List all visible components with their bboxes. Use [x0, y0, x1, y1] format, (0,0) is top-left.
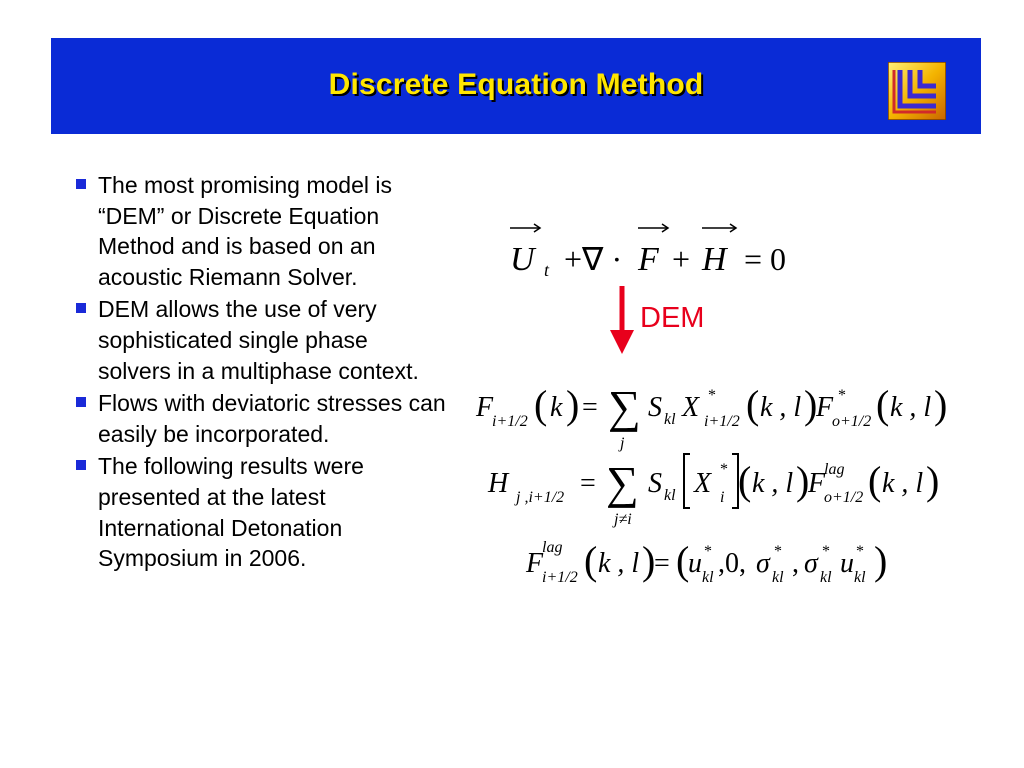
eq2-star: * [708, 387, 716, 404]
bullet-list [76, 170, 446, 576]
eq2-lparen2: ( [746, 382, 760, 427]
eq1-F: F [638, 241, 659, 278]
bullet-item [76, 451, 446, 573]
equation-conservation [500, 210, 820, 290]
eq3-rparen2: ) [926, 458, 940, 503]
eq2-rparen3: ) [934, 382, 948, 427]
eq2-F-sub: i+1/2 [492, 413, 528, 430]
eq4-F: F [526, 548, 544, 579]
eq3-H-sub: j ,i+1/2 [516, 489, 565, 506]
eq2-k: k [550, 392, 563, 423]
eq4-star1: * [704, 543, 712, 560]
eq2-rparen: ) [566, 382, 580, 427]
eq3-kl2: k , l [882, 468, 924, 499]
eq4-star3: * [822, 543, 830, 560]
eq4-lparen: ( [584, 538, 598, 583]
llnl-logo-icon [888, 62, 946, 120]
eq2-F2: F [816, 392, 834, 423]
eq2-X-sub: i+1/2 [704, 413, 740, 430]
eq3-F: F [808, 468, 826, 499]
bullet-text: The most promising model is “DEM” or Discrete Equation Method and is based on an acoustic Riemann Solver. [98, 172, 392, 290]
eq3-lparen: ( [738, 458, 752, 503]
eq1-U: U [510, 241, 535, 278]
eq3-F-sup: lag [824, 461, 845, 478]
title-bar [51, 38, 981, 134]
eq3-H: H [488, 468, 509, 499]
eq4-sigma2: σ [804, 548, 818, 579]
eq4-sigma-sub: kl [772, 569, 784, 586]
eq2-lparen: ( [534, 382, 548, 427]
eq4-kl: k , l [598, 548, 640, 579]
eq3-X-sub: i [720, 489, 725, 506]
eq4-star4: * [856, 543, 864, 560]
eq4-rparen2: ) [874, 538, 888, 583]
dem-label: DEM [640, 302, 705, 334]
bullet-item [76, 170, 446, 292]
eq2-F: F [476, 392, 494, 423]
eq1-t: t [544, 260, 550, 280]
equation-h-term [484, 452, 944, 536]
eq2-lparen3: ( [876, 382, 890, 427]
eq1-plus: + [672, 241, 691, 277]
eq2-S-sub: kl [664, 411, 676, 428]
eq4-star2: * [774, 543, 782, 560]
eq3-F-sub: o+1/2 [824, 489, 864, 506]
eq4-sigma: σ [756, 548, 770, 579]
eq4-u2-sub: kl [854, 569, 866, 586]
eq2-X: X [682, 392, 700, 423]
equation-flux [470, 378, 960, 460]
bullet-marker [76, 397, 86, 407]
eq4-u-sub: kl [702, 569, 714, 586]
eq4-rparen: ) [642, 538, 656, 583]
eq3-kl: k , l [752, 468, 794, 499]
eq2-sum: ∑ [608, 381, 641, 432]
eq2-rparen2: ) [804, 382, 818, 427]
eq4-equals: = [654, 548, 670, 579]
eq3-star: * [720, 461, 728, 478]
eq4-F-sup: lag [542, 539, 563, 556]
eq3-X: X [694, 468, 712, 499]
eq3-sum: ∑ [606, 457, 639, 508]
slide-title: Discrete Equation Method [328, 68, 704, 101]
eq2-sum-sub: j [620, 435, 625, 452]
eq2-S: S [648, 392, 662, 423]
eq4-sigma2-sub: kl [820, 569, 832, 586]
eq2-star2: * [838, 387, 846, 404]
bullet-text: Flows with deviatoric stresses can easily be incorporated. [98, 390, 446, 447]
eq3-S-sub: kl [664, 487, 676, 504]
eq3-S: S [648, 468, 662, 499]
eq3-lparen2: ( [868, 458, 882, 503]
eq2-F2-sub: o+1/2 [832, 413, 872, 430]
eq4-zero: ,0, [718, 548, 746, 579]
eq4-u2: u [840, 548, 854, 579]
bullet-item [76, 388, 446, 449]
eq1-plus-nabla: +∇ · [564, 241, 623, 277]
eq4-u: u [688, 548, 702, 579]
equation-lag-flux [522, 530, 902, 594]
down-arrow-icon [608, 286, 636, 356]
eq3-sum-sub: j≠i [614, 511, 632, 528]
bullet-item [76, 294, 446, 386]
eq1-H: H [702, 241, 727, 278]
eq2-equals: = [582, 392, 598, 423]
eq2-kl2: k , l [890, 392, 932, 423]
eq1-equals-zero: = 0 [744, 241, 787, 277]
bullet-text: The following results were presented at the latest International Detonation Symposium in 2006. [98, 453, 364, 572]
eq4-lparen2: ( [676, 538, 690, 583]
eq3-rparen: ) [796, 458, 810, 503]
eq4-comma: , [792, 548, 799, 579]
bullet-marker [76, 179, 86, 189]
bullet-marker [76, 460, 86, 470]
eq4-F-sub: i+1/2 [542, 569, 578, 586]
bullet-text: DEM allows the use of very sophisticated single phase solvers in a multiphase context. [98, 296, 419, 384]
bullet-marker [76, 303, 86, 313]
eq3-equals: = [580, 468, 596, 499]
eq2-kl: k , l [760, 392, 802, 423]
